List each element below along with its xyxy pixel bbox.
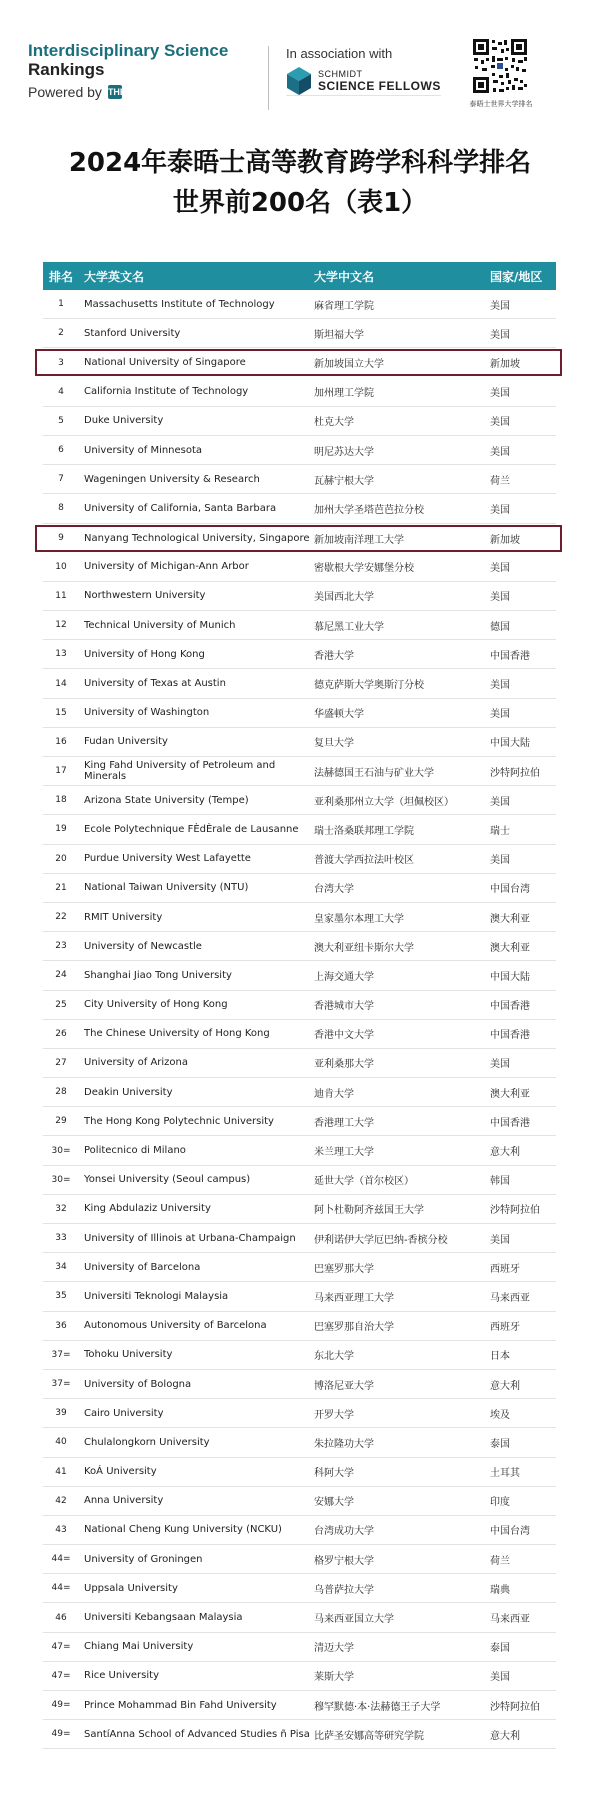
rank-cell: 41 (55, 1466, 67, 1477)
country-cell: 意大利 (490, 1730, 520, 1742)
english-name-cell: Stanford University (84, 327, 181, 339)
rank-cell: 20 (55, 853, 67, 864)
english-name-cell: University of Arizona (84, 1057, 189, 1069)
rank-cell: 4 (58, 386, 64, 397)
chinese-name-cell: 华盛顿大学 (314, 709, 364, 721)
country-cell: 中国台湾 (490, 884, 530, 896)
rank-cell: 30= (51, 1174, 71, 1185)
english-name-cell: Tohoku University (84, 1349, 173, 1361)
country-cell: 美国 (490, 504, 510, 516)
table-row (43, 874, 556, 903)
country-cell: 美国 (490, 796, 510, 808)
rank-cell: 30= (51, 1145, 71, 1156)
english-name-cell: KoÁ University (84, 1466, 157, 1478)
rank-cell: 10 (55, 561, 67, 572)
rank-cell: 5 (58, 415, 64, 426)
country-cell: 美国 (490, 1059, 510, 1071)
chinese-name-cell: 马来西亚理工大学 (314, 1292, 394, 1304)
table-row (43, 1516, 556, 1545)
rank-cell: 44= (51, 1583, 71, 1594)
table-row (43, 436, 556, 465)
country-cell: 美国 (490, 1234, 510, 1246)
partner-logo (286, 67, 441, 96)
country-cell: 美国 (490, 388, 510, 400)
english-name-cell: University of Groningen (84, 1553, 203, 1565)
chinese-name-cell: 东北大学 (314, 1351, 354, 1363)
table-row (43, 1107, 556, 1136)
country-cell: 马来西亚 (490, 1614, 530, 1626)
table-row (43, 1253, 556, 1282)
chinese-name-cell: 普渡大学西拉法叶校区 (314, 855, 414, 867)
country-cell: 中国香港 (490, 1030, 530, 1042)
table-row (43, 1545, 556, 1574)
table-row (43, 1603, 556, 1632)
country-cell: 意大利 (490, 1147, 520, 1159)
chinese-name-cell: 斯坦福大学 (314, 329, 364, 341)
chinese-name-cell: 穆罕默德·本·法赫德王子大学 (314, 1701, 441, 1713)
partner-name (318, 69, 441, 93)
country-cell: 澳大利亚 (490, 942, 530, 954)
english-name-cell: Duke University (84, 415, 164, 427)
table-row (43, 932, 556, 961)
chinese-name-cell: 阿卜杜勒阿齐兹国王大学 (314, 1205, 424, 1217)
rank-cell: 11 (55, 590, 67, 601)
country-cell: 中国香港 (490, 1001, 530, 1013)
table-row (43, 903, 556, 932)
table-row (43, 1136, 556, 1165)
chinese-name-cell: 杜克大学 (314, 417, 354, 429)
rank-cell: 49= (51, 1729, 71, 1740)
table-row (43, 1428, 556, 1457)
table-row (43, 1399, 556, 1428)
english-name-cell: National Cheng Kung University (NCKU) (84, 1524, 282, 1536)
rank-cell: 18 (55, 795, 67, 806)
table-row (43, 465, 556, 494)
country-cell: 埃及 (490, 1409, 510, 1421)
english-name-cell: Rice University (84, 1670, 159, 1682)
chinese-name-cell: 瑞士洛桑联邦理工学院 (314, 825, 414, 837)
table-row (43, 786, 556, 815)
chinese-name-cell: 开罗大学 (314, 1409, 354, 1421)
rank-cell: 13 (55, 649, 67, 660)
english-name-cell: RMIT University (84, 911, 163, 923)
table-row-highlighted (43, 348, 556, 377)
rank-cell: 35 (55, 1291, 67, 1302)
english-name-cell: University of Hong Kong (84, 648, 205, 660)
qr-caption: 泰晤士世界大学排名 (469, 100, 533, 108)
table-row (43, 845, 556, 874)
english-name-cell: Uppsala University (84, 1582, 178, 1594)
rankings-table (43, 262, 556, 1749)
english-name-cell: University of Texas at Austin (84, 678, 226, 690)
country-cell: 荷兰 (490, 475, 510, 487)
table-row-highlighted (43, 524, 556, 553)
english-name-cell: University of Barcelona (84, 1261, 201, 1273)
country-cell: 泰国 (490, 1438, 510, 1450)
rank-cell: 7 (58, 474, 64, 485)
table-row (43, 378, 556, 407)
country-cell: 沙特阿拉伯 (490, 767, 540, 779)
rank-cell: 42 (55, 1495, 67, 1506)
english-name-cell: Wageningen University & Research (84, 473, 260, 485)
chinese-name-cell: 香港城市大学 (314, 1001, 374, 1013)
english-name-cell: City University of Hong Kong (84, 999, 228, 1011)
powered-by-label: Powered by (28, 84, 102, 100)
table-row (43, 669, 556, 698)
brand-logo[interactable] (28, 42, 228, 100)
table-row (43, 640, 556, 669)
chinese-name-cell: 加州大学圣塔芭芭拉分校 (314, 504, 424, 516)
english-name-cell: Massachusetts Institute of Technology (84, 298, 275, 310)
header-rank: 排名 (48, 269, 73, 284)
country-cell: 中国大陆 (490, 738, 530, 750)
table-body (43, 290, 556, 1749)
chinese-name-cell: 台湾成功大学 (314, 1526, 374, 1538)
english-name-cell: Universiti Teknologi Malaysia (84, 1290, 229, 1302)
chinese-name-cell: 马来西亚国立大学 (314, 1614, 394, 1626)
rank-cell: 14 (55, 678, 67, 689)
table-row (43, 757, 556, 786)
qr-code-icon[interactable] (472, 38, 528, 94)
country-cell: 瑞典 (490, 1584, 510, 1596)
partner-line1: SCHMIDT (318, 69, 363, 80)
chinese-name-cell: 台湾大学 (314, 884, 354, 896)
chinese-name-cell: 安娜大学 (314, 1497, 354, 1509)
country-cell: 沙特阿拉伯 (490, 1205, 540, 1217)
table-row (43, 582, 556, 611)
english-name-cell: Chulalongkorn University (84, 1436, 210, 1448)
country-cell: 中国大陆 (490, 971, 530, 983)
table-row (43, 1282, 556, 1311)
chinese-name-cell: 密歇根大学安娜堡分校 (314, 563, 414, 575)
chinese-name-cell: 巴塞罗那自治大学 (314, 1322, 394, 1334)
rank-cell: 47= (51, 1670, 71, 1681)
chinese-name-cell: 亚利桑那大学 (314, 1059, 374, 1071)
page-subtitle: 世界前200名（表1） (172, 188, 428, 218)
english-name-cell: Cairo University (84, 1407, 164, 1419)
country-cell: 美国 (490, 329, 510, 341)
table-row (43, 1574, 556, 1603)
country-cell: 美国 (490, 417, 510, 429)
country-cell: 美国 (490, 300, 510, 312)
table-row (43, 1370, 556, 1399)
country-cell: 印度 (490, 1497, 510, 1509)
english-name-cell: Fudan University (84, 736, 168, 748)
rank-cell: 19 (55, 824, 67, 835)
chinese-name-cell: 澳大利亚纽卡斯尔大学 (314, 942, 414, 954)
partner-block[interactable] (286, 46, 441, 96)
association-text: In association with (286, 46, 393, 61)
brand-line1: Interdisciplinary Science (28, 41, 229, 60)
country-cell: 瑞士 (490, 825, 510, 837)
english-name-cell: Technical University of Munich (84, 619, 236, 631)
country-cell: 中国香港 (490, 650, 530, 662)
rank-cell: 1 (58, 299, 64, 310)
rank-cell: 32 (55, 1203, 67, 1214)
rank-cell: 24 (55, 970, 67, 981)
table-row (43, 991, 556, 1020)
header-country: 国家/地区 (490, 269, 543, 284)
rank-cell: 27 (55, 1057, 67, 1068)
table-row (43, 1078, 556, 1107)
table-row (43, 290, 556, 319)
chinese-name-cell: 比萨圣安娜高等研究学院 (314, 1730, 424, 1742)
chinese-name-cell: 朱拉隆功大学 (314, 1438, 374, 1450)
rank-cell: 37= (51, 1379, 71, 1390)
rank-cell: 9 (58, 533, 64, 544)
country-cell: 美国 (490, 592, 510, 604)
rank-cell: 23 (55, 941, 67, 952)
english-name-cell: University of Illinois at Urbana-Champaign (84, 1232, 296, 1244)
table-row (43, 1487, 556, 1516)
english-name-cell: California Institute of Technology (84, 386, 249, 398)
chinese-name-cell: 新加坡国立大学 (314, 359, 384, 371)
rank-cell: 46 (55, 1612, 67, 1623)
rank-cell: 15 (55, 707, 67, 718)
chinese-name-cell: 香港理工大学 (314, 1117, 374, 1129)
table-row (43, 961, 556, 990)
chinese-name-cell: 米兰理工大学 (314, 1147, 374, 1159)
rank-cell: 28 (55, 1087, 67, 1098)
rank-cell: 8 (58, 503, 64, 514)
english-name-cell: Deakin University (84, 1086, 173, 1098)
rank-cell: 2 (58, 328, 64, 339)
the-logo-icon: THE (107, 87, 126, 97)
table-header (43, 262, 556, 290)
table-row (43, 1195, 556, 1224)
country-cell: 美国 (490, 446, 510, 458)
english-name-cell: University of Newcastle (84, 940, 202, 952)
chinese-name-cell: 美国西北大学 (314, 592, 374, 604)
english-name-cell: King Fahd University of Petroleum and Minerals (84, 760, 276, 783)
table-row (43, 1020, 556, 1049)
chinese-name-cell: 伊利诺伊大学厄巴纳-香槟分校 (314, 1234, 448, 1246)
table-row (43, 1662, 556, 1691)
country-cell: 荷兰 (490, 1555, 510, 1567)
chinese-name-cell: 巴塞罗那大学 (314, 1263, 374, 1275)
chinese-name-cell: 德克萨斯大学奥斯汀分校 (314, 680, 424, 692)
chinese-name-cell: 清迈大学 (314, 1643, 354, 1655)
english-name-cell: Shanghai Jiao Tong University (84, 969, 232, 981)
chinese-name-cell: 上海交通大学 (314, 971, 374, 983)
country-cell: 美国 (490, 563, 510, 575)
schmidt-cube-icon (286, 66, 312, 96)
chinese-name-cell: 科阿大学 (314, 1468, 354, 1480)
table-row (43, 319, 556, 348)
brand-line2: Rankings (28, 60, 105, 79)
table-row (43, 611, 556, 640)
header-divider (268, 46, 269, 110)
english-name-cell: The Chinese University of Hong Kong (84, 1028, 270, 1040)
country-cell: 中国香港 (490, 1117, 530, 1129)
rank-cell: 3 (58, 357, 64, 368)
country-cell: 土耳其 (490, 1468, 520, 1480)
country-cell: 新加坡 (490, 359, 520, 371)
english-name-cell: Politecnico di Milano (84, 1145, 186, 1157)
english-name-cell: Ecole Polytechnique FÈdÈrale de Lausanne (84, 823, 299, 835)
english-name-cell: SantíAnna School of Advanced Studies ñ Pisa (84, 1728, 310, 1740)
chinese-name-cell: 复旦大学 (314, 738, 354, 750)
country-cell: 马来西亚 (490, 1292, 530, 1304)
table-row (43, 1224, 556, 1253)
table-row (43, 1166, 556, 1195)
english-name-cell: Autonomous University of Barcelona (84, 1320, 267, 1332)
english-name-cell: National University of Singapore (84, 357, 246, 369)
english-name-cell: University of Bologna (84, 1378, 192, 1390)
english-name-cell: Arizona State University (Tempe) (84, 794, 249, 806)
chinese-name-cell: 亚利桑那州立大学（坦佩校区） (314, 796, 454, 808)
english-name-cell: Yonsei University (Seoul campus) (84, 1174, 251, 1186)
country-cell: 中国台湾 (490, 1526, 530, 1538)
english-name-cell: University of Washington (84, 707, 210, 719)
table-row (43, 815, 556, 844)
english-name-cell: King Abdulaziz University (84, 1203, 211, 1215)
table-row (43, 1458, 556, 1487)
english-name-cell: University of Michigan-Ann Arbor (84, 561, 249, 573)
table-row (43, 728, 556, 757)
rank-cell: 16 (55, 736, 67, 747)
header (0, 0, 600, 120)
english-name-cell: Prince Mohammad Bin Fahd University (84, 1699, 277, 1711)
country-cell: 意大利 (490, 1380, 520, 1392)
chinese-name-cell: 格罗宁根大学 (314, 1555, 374, 1567)
table-row (43, 699, 556, 728)
country-cell: 美国 (490, 709, 510, 721)
english-name-cell: Nanyang Technological University, Singapore (84, 532, 310, 544)
country-cell: 沙特阿拉伯 (490, 1701, 540, 1713)
rank-cell: 49= (51, 1700, 71, 1711)
chinese-name-cell: 莱斯大学 (314, 1672, 354, 1684)
country-cell: 德国 (490, 621, 510, 633)
english-name-cell: The Hong Kong Polytechnic University (84, 1115, 274, 1127)
rank-cell: 6 (58, 445, 64, 456)
english-name-cell: Anna University (84, 1495, 164, 1507)
country-cell: 美国 (490, 855, 510, 867)
rank-cell: 43 (55, 1524, 67, 1535)
chinese-name-cell: 延世大学（首尔校区） (314, 1176, 414, 1188)
table-row (43, 1049, 556, 1078)
rank-cell: 37= (51, 1349, 71, 1360)
country-cell: 韩国 (490, 1176, 510, 1188)
country-cell: 澳大利亚 (490, 913, 530, 925)
country-cell: 泰国 (490, 1643, 510, 1655)
rank-cell: 40 (55, 1437, 67, 1448)
english-name-cell: Purdue University West Lafayette (84, 853, 251, 865)
table-row (43, 1341, 556, 1370)
table-row (43, 1633, 556, 1662)
rank-cell: 26 (55, 1028, 67, 1039)
powered-by (28, 84, 228, 100)
table-row (43, 1312, 556, 1341)
chinese-name-cell: 瓦赫宁根大学 (314, 475, 374, 487)
chinese-name-cell: 香港中文大学 (314, 1030, 374, 1042)
chinese-name-cell: 乌普萨拉大学 (314, 1584, 374, 1596)
rank-cell: 17 (55, 766, 67, 777)
rank-cell: 39 (55, 1408, 67, 1419)
chinese-name-cell: 明尼苏达大学 (314, 446, 374, 458)
rank-cell: 33 (55, 1233, 67, 1244)
chinese-name-cell: 法赫德国王石油与矿业大学 (314, 767, 434, 779)
chinese-name-cell: 香港大学 (314, 650, 354, 662)
english-name-cell: University of California, Santa Barbara (84, 502, 277, 514)
english-name-cell: National Taiwan University (NTU) (84, 882, 249, 894)
country-cell: 新加坡 (490, 534, 520, 546)
page-title: 2024年泰晤士高等教育跨学科科学排名 (68, 148, 532, 178)
english-name-cell: Universiti Kebangsaan Malaysia (84, 1612, 243, 1624)
rank-cell: 22 (55, 912, 67, 923)
english-name-cell: University of Minnesota (84, 444, 203, 456)
country-cell: 澳大利亚 (490, 1088, 530, 1100)
table-row (43, 494, 556, 523)
header-english-name: 大学英文名 (84, 269, 145, 284)
chinese-name-cell: 慕尼黑工业大学 (314, 621, 384, 633)
chinese-name-cell: 迪肯大学 (314, 1088, 354, 1100)
country-cell: 日本 (490, 1351, 510, 1363)
rank-cell: 36 (55, 1320, 67, 1331)
table-row (43, 407, 556, 436)
chinese-name-cell: 新加坡南洋理工大学 (314, 534, 404, 546)
country-cell: 西班牙 (490, 1263, 520, 1275)
table-row (43, 553, 556, 582)
chinese-name-cell: 加州理工学院 (314, 388, 374, 400)
chinese-name-cell: 麻省理工学院 (314, 300, 374, 312)
rank-cell: 29 (55, 1116, 67, 1127)
table-row (43, 1720, 556, 1749)
chinese-name-cell: 博洛尼亚大学 (314, 1380, 374, 1392)
rank-cell: 34 (55, 1262, 67, 1273)
table-row (43, 1691, 556, 1720)
country-cell: 美国 (490, 1672, 510, 1684)
country-cell: 西班牙 (490, 1322, 520, 1334)
chinese-name-cell: 皇家墨尔本理工大学 (314, 913, 404, 925)
english-name-cell: Northwestern University (84, 590, 206, 602)
partner-line2: SCIENCE FELLOWS (318, 79, 441, 94)
rank-cell: 44= (51, 1554, 71, 1565)
header-chinese-name: 大学中文名 (314, 269, 375, 284)
rank-cell: 21 (55, 882, 67, 893)
rank-cell: 25 (55, 999, 67, 1010)
rank-cell: 47= (51, 1641, 71, 1652)
rank-cell: 12 (55, 620, 67, 631)
english-name-cell: Chiang Mai University (84, 1641, 194, 1653)
country-cell: 美国 (490, 680, 510, 692)
